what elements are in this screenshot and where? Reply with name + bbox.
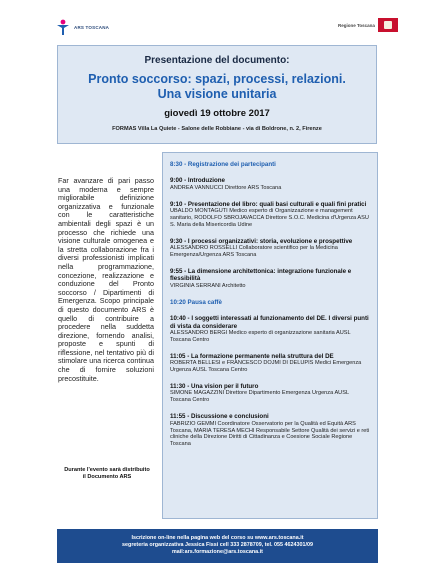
registration-footer [57,529,378,563]
programme-item [170,177,371,191]
programme-item-title: 10:20 Pausa caffè [170,298,222,306]
programme-item [170,353,371,374]
footer-registration-line: Iscrizione on-line nella pagina web del corso su www.ars.toscana.it [131,535,304,541]
footer-secretariat-line: segreteria organizzativa Jessica Fissi cell 333 2878709, tel. 055 4624301/09 [122,542,313,548]
intro-text: Far avanzare di pari passo una moderna e sempre migliorabile definizione organizzativa e funzionale con le caratteristiche ambientali degli spazi è un processo che richiede una visione culturale omogenea e la stretta collaborazione fra i diversi professionisti implicati nella programmazione, concezione, realizzazione e conduzione del Pronto soccorso / Dipartimenti di Emergenza. Scopo principale di questo documento ARS è quello di contribuire a procedere nella suddetta direzione, fornendo analisi, proposte e spunti di riflessione, nel tentativo più di stimolare una ricerca continua che di fornire soluzioni precostituite. [58,176,154,383]
programme-item-speakers: ANDREA VANNUCCI Direttore ARS Toscana [170,184,282,191]
presentation-label: Presentazione del documento: [144,55,290,66]
programme-item-title: 11:05 - La formazione permanente nella struttura del DE [170,352,334,360]
programme-item [170,238,371,259]
regione-logo-text: Regione Toscana [338,22,375,28]
programme-item-title: 11:30 - Una vision per il futuro [170,383,259,391]
programme-item-speakers: UBALDO MONTAGUTI Medico esperto di Organizzazione e management sanitario, RODOLFO SBROJAVACCA Direttore S.O.C. Medicina d'Urgenza ASU S. Maria della Misericordia Udine [170,208,369,228]
ars-logo-icon [56,19,70,35]
programme-item-speakers: SIMONE MAGAZZINI Direttore Dipartimento Emergenza Urgenza AUSL Toscana Centro [170,390,349,404]
programme-item [170,161,371,168]
programme-item-speakers: ROBERTA BELLESI e FRANCESCO DOJMI DI DELUPIS Medici Emergenza Urgenza AUSL Toscana Centro [170,360,362,374]
event-title-line2: Una visione unitaria [157,87,277,101]
ars-logo-text: ARS TOSCANA [74,24,110,30]
distribution-note: Durante l'evento sarà distribuito il Documento ARS [64,467,150,480]
programme-item-speakers: ALESSANDRO BERGI Medico esperto di organizzazione sanitaria AUSL Toscana Centro [170,330,351,343]
title-box [57,45,377,144]
programme-item-title: 11:55 - Discussione e conclusioni [170,413,269,421]
programme-item-title: 9:00 - Introduzione [170,177,226,185]
event-venue: FORMAS Villa La Quiete - Salone delle Robbiane - via di Boldrone, n. 2, Firenze [112,126,322,132]
programme-item-title: 9:55 - La dimensione architettonica: integrazione funzionale e flessibilità [170,268,352,283]
programme-item-speakers: FABRIZIO GEMMI Coordinatore Osservatorio per la Qualità ed Equità ARS Toscana, MARIA TERESA MECHI Responsabile Settore Qualità dei servizi e reti cliniche della Direzione Diritti di Cittadinanza e Coesione Sociale Regione Toscana [170,420,370,448]
programme-item [170,201,371,229]
regione-flag-icon [378,18,398,32]
programme-item-title: 9:30 - I processi organizzativi: storia, evoluzione e prospettive [170,237,353,245]
event-date: giovedì 19 ottobre 2017 [164,108,270,119]
programme-item-title: 10:40 - I soggetti interessati al funzionamento del DE. I diversi punti di vista da considerare [170,315,369,330]
footer-email-line: mail:ars.formazione@ars.toscana.it [172,549,263,555]
programme-item [170,299,371,306]
programme-box [162,152,378,519]
event-title-line1: Pronto soccorso: spazi, processi, relazioni. [88,72,346,86]
programme-item-title: 9:10 - Presentazione del libro: quali basi culturali e quali fini pratici [170,200,367,208]
programme-item-speakers: ALESSANDRO ROSSELLI Collaboratore scientifico per la Medicina Emergenza/Urgenza ARS Toscana [170,245,338,259]
programme-item-title: 8:30 - Registrazione dei partecipanti [170,161,276,168]
intro-column [58,150,154,520]
programme-item-speakers: VIRGINIA SERRANI Architetto [170,282,246,289]
programme-item [170,413,371,448]
programme-item [170,268,371,290]
regione-toscana-logo [338,18,398,32]
programme-item [170,383,371,404]
event-title [58,72,376,102]
ars-toscana-logo [56,19,109,35]
programme-item [170,315,371,344]
